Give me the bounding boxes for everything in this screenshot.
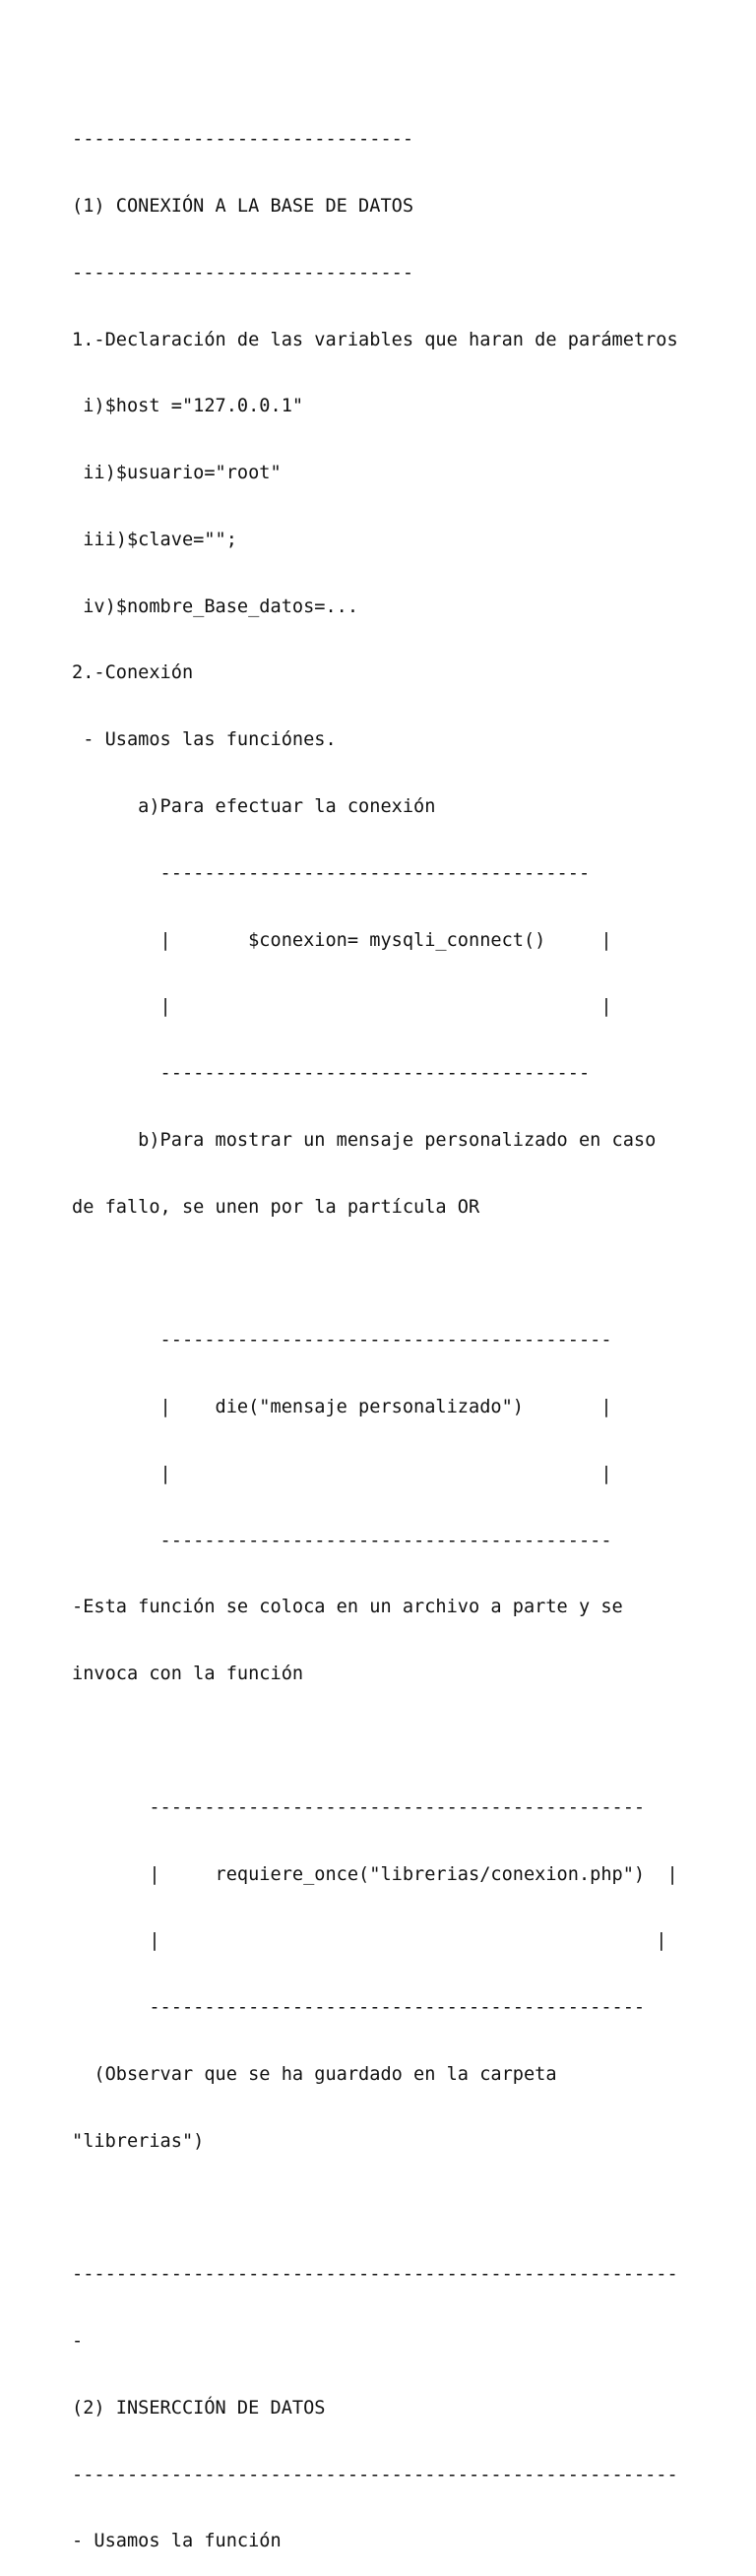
note-separate-file-cont: invoca con la función (72, 1664, 304, 1685)
code-box-1-content: | $conexion= mysqli_connect() | (72, 929, 612, 951)
blank-line (72, 1730, 741, 1753)
section-2-rule-top: ------------------------------------------------------- (72, 2264, 678, 2286)
note-separate-file: -Esta función se coloca en un archivo a parte y se (72, 1597, 623, 1618)
code-box-3-blank: | | (72, 1930, 667, 1952)
item-a-connection: a)Para efectuar la conexión (72, 796, 436, 817)
section-2-rule-bottom: ------------------------------------------------------- (72, 2464, 678, 2485)
variable-clave: iii)$clave=""; (72, 529, 237, 550)
observation-note: (Observar que se ha guardado en la carpeta (72, 2063, 557, 2085)
variable-nombre-base-datos: iv)$nombre_Base_datos=... (72, 596, 359, 617)
step-1-declaration: 1.-Declaración de las variables que haran de parámetros (72, 329, 678, 350)
step-2-conexion: 2.-Conexión (72, 662, 194, 684)
variable-host: i)$host ="127.0.0.1" (72, 396, 304, 417)
section-1-heading: (1) CONEXIÓN A LA BASE DE DATOS (72, 195, 414, 217)
code-box-3-bottom: --------------------------------------------- (72, 1997, 646, 2019)
code-box-3-top: --------------------------------------------- (72, 1796, 646, 1818)
functions-intro: - Usamos las funciónes. (72, 729, 337, 751)
code-box-3-content: | requiere_once("librerias/conexion.php") | (72, 1863, 678, 1885)
code-box-1-top: --------------------------------------- (72, 862, 591, 884)
section-1-rule-top: ------------------------------- (72, 129, 414, 151)
code-box-2-content: | die("mensaje personalizado") | (72, 1397, 612, 1418)
observation-note-cont: "librerias") (72, 2130, 205, 2152)
code-box-2-blank: | | (72, 1463, 612, 1484)
code-box-2-top: ----------------------------------------- (72, 1330, 612, 1351)
document-page (72, 85, 741, 2576)
code-box-1-bottom: --------------------------------------- (72, 1063, 591, 1085)
variable-usuario: ii)$usuario="root" (72, 463, 282, 484)
code-box-2-bottom: ----------------------------------------- (72, 1530, 612, 1551)
blank-line (72, 2197, 741, 2220)
section-2-heading: (2) INSERCCIÓN DE DATOS (72, 2397, 326, 2419)
code-box-1-blank: | | (72, 996, 612, 1018)
blank-line (72, 1263, 741, 1286)
section-1-rule-bottom: ------------------------------- (72, 262, 414, 283)
item-b-message: b)Para mostrar un mensaje personalizado en caso (72, 1129, 657, 1151)
insert-functions-intro: - Usamos la función (72, 2531, 282, 2552)
section-2-rule-top-wrap: - (72, 2330, 84, 2352)
item-b-message-cont: de fallo, se unen por la partícula OR (72, 1196, 480, 1218)
